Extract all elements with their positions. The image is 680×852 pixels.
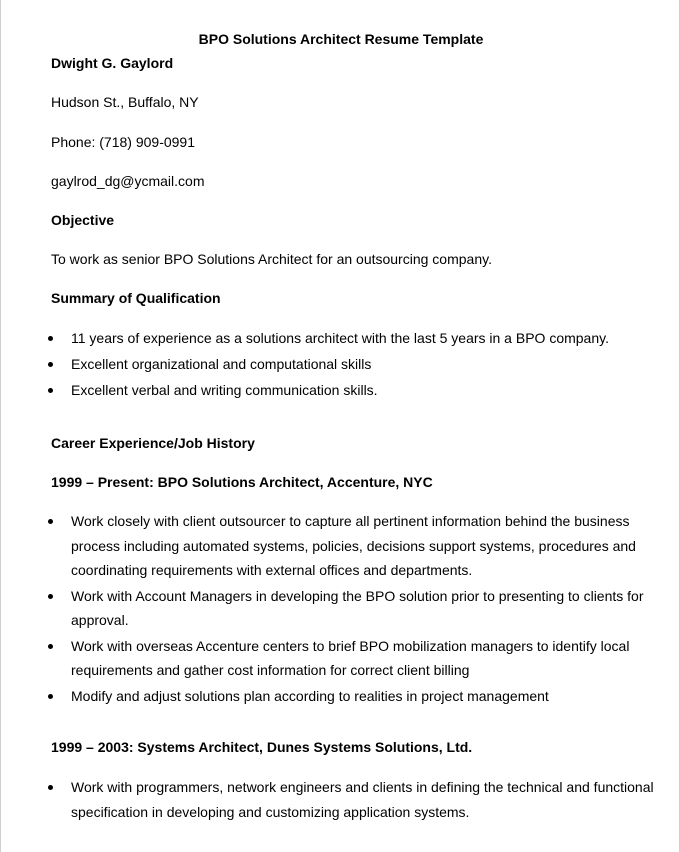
list-item: Excellent organizational and computational skills xyxy=(1,351,680,377)
list-item: Work with programmers, network engineers and clients in defining the technical and functional specification in developing and customizing application systems. xyxy=(1,775,680,824)
list-item: Work with overseas Accenture centers to brief BPO mobilization managers to identify local requirements and gather cost information for correct client billing xyxy=(1,634,680,683)
job-1-duties xyxy=(1,509,680,709)
phone: Phone: (718) 909-0991 xyxy=(51,134,195,150)
list-item: Excellent verbal and writing communication skills. xyxy=(1,377,680,403)
address: Hudson St., Buffalo, NY xyxy=(51,94,199,110)
summary-heading: Summary of Qualification xyxy=(51,290,221,306)
career-heading: Career Experience/Job History xyxy=(51,435,255,451)
document-title: BPO Solutions Architect Resume Template xyxy=(198,31,484,47)
summary-list xyxy=(1,325,680,403)
list-item: Work closely with client outsourcer to capture all pertinent information behind the business process including automated systems, policies, decisions support systems, procedures and coordinating requirements with external offices and departments. xyxy=(1,509,680,583)
job-title-2: 1999 – 2003: Systems Architect, Dunes Systems Solutions, Ltd. xyxy=(51,739,473,755)
candidate-name: Dwight G. Gaylord xyxy=(51,55,174,71)
list-item: Modify and adjust solutions plan according to realities in project management xyxy=(1,684,680,709)
objective-text: To work as senior BPO Solutions Architect for an outsourcing company. xyxy=(51,251,492,267)
email: gaylrod_dg@ycmail.com xyxy=(51,173,205,189)
objective-heading: Objective xyxy=(51,212,115,228)
job-2-duties xyxy=(1,775,680,825)
job-title-1: 1999 – Present: BPO Solutions Architect, Accenture, NYC xyxy=(51,474,433,490)
list-item: Work with Account Managers in developing the BPO solution prior to presenting to clients for approval. xyxy=(1,584,680,633)
list-item: 11 years of experience as a solutions architect with the last 5 years in a BPO company. xyxy=(1,325,680,351)
